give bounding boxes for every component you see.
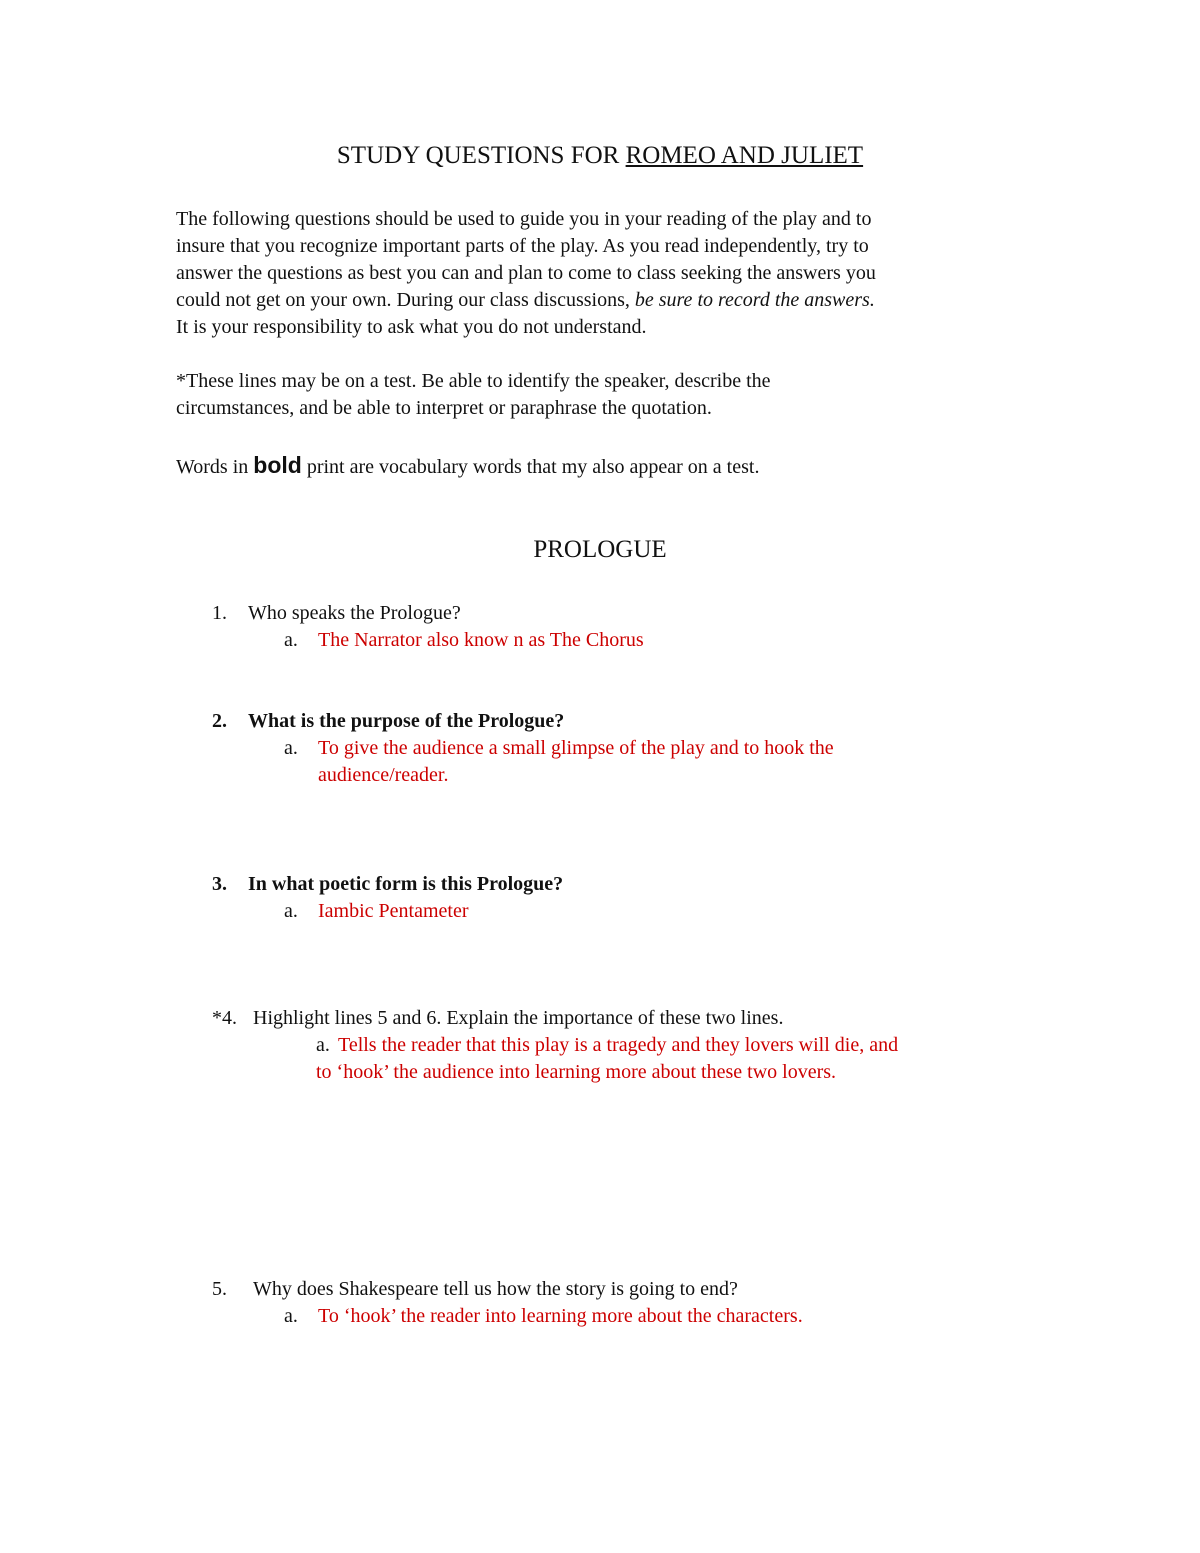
answer-label: a. [284, 629, 298, 651]
question-number: *4. [212, 1007, 237, 1029]
question-number: 2. [212, 710, 227, 732]
title-play-name: ROMEO AND JULIET [625, 142, 864, 169]
intro-line: It is your responsibility to ask what you do not understand. [176, 316, 647, 338]
intro-paragraph [176, 206, 876, 341]
question-number: 5. [212, 1278, 227, 1300]
answer-label: a. [284, 900, 298, 922]
page-title [0, 142, 1200, 170]
question-text: Who speaks the Prologue? [248, 602, 461, 624]
question-text: Highlight lines 5 and 6. Explain the importance of these two lines. [253, 1007, 784, 1029]
answer-text-continued [316, 1059, 836, 1086]
vocab-bold-word: bold [253, 452, 302, 478]
intro-line: answer the questions as best you can and plan to come to class seeking the answers you [176, 262, 876, 284]
answer-text: The Narrator also know n as The Chorus [318, 629, 644, 651]
vocab-after: print are vocabulary words that my also appear on a test. [301, 456, 760, 478]
question-number: 1. [212, 602, 227, 624]
answer-label: a. [284, 737, 298, 759]
intro-line-emphasis: be sure to record the answers. [634, 289, 875, 311]
test-note-paragraph [176, 368, 771, 422]
section-heading: PROLOGUE [533, 536, 667, 563]
answer-line: to ‘hook’ the audience into learning more about these two lovers. [316, 1061, 837, 1083]
vocab-before: Words in [176, 456, 254, 478]
question-text: What is the purpose of the Prologue? [248, 710, 565, 732]
answer-line: To give the audience a small glimpse of the play and to hook the [318, 737, 834, 759]
test-note-line: *These lines may be on a test. Be able to identify the speaker, describe the [176, 370, 771, 392]
vocab-note [176, 452, 759, 481]
answer-label: a. [284, 1305, 298, 1327]
answer-label: a. [316, 1034, 330, 1056]
answer-text: Iambic Pentameter [318, 900, 469, 922]
test-note-line: circumstances, and be able to interpret or paraphrase the quotation. [176, 397, 712, 419]
question-text: Why does Shakespeare tell us how the story is going to end? [253, 1278, 738, 1300]
answer-text: To ‘hook’ the reader into learning more about the characters. [318, 1305, 803, 1327]
answer-line: Tells the reader that this play is a tragedy and they lovers will die, and [338, 1034, 899, 1056]
answer-line: audience/reader. [318, 764, 449, 786]
question-number: 3. [212, 873, 227, 895]
answer-text [338, 1032, 898, 1059]
intro-line-plain: could not get on your own. During our class discussions, [176, 289, 635, 311]
intro-line: insure that you recognize important parts of the play. As you read independently, try to [176, 235, 869, 257]
answer-text [318, 735, 834, 789]
title-prefix: STUDY QUESTIONS FOR [336, 142, 626, 169]
question-text: In what poetic form is this Prologue? [248, 873, 564, 895]
intro-line [176, 287, 876, 314]
intro-line: The following questions should be used to guide you in your reading of the play and to [176, 208, 872, 230]
